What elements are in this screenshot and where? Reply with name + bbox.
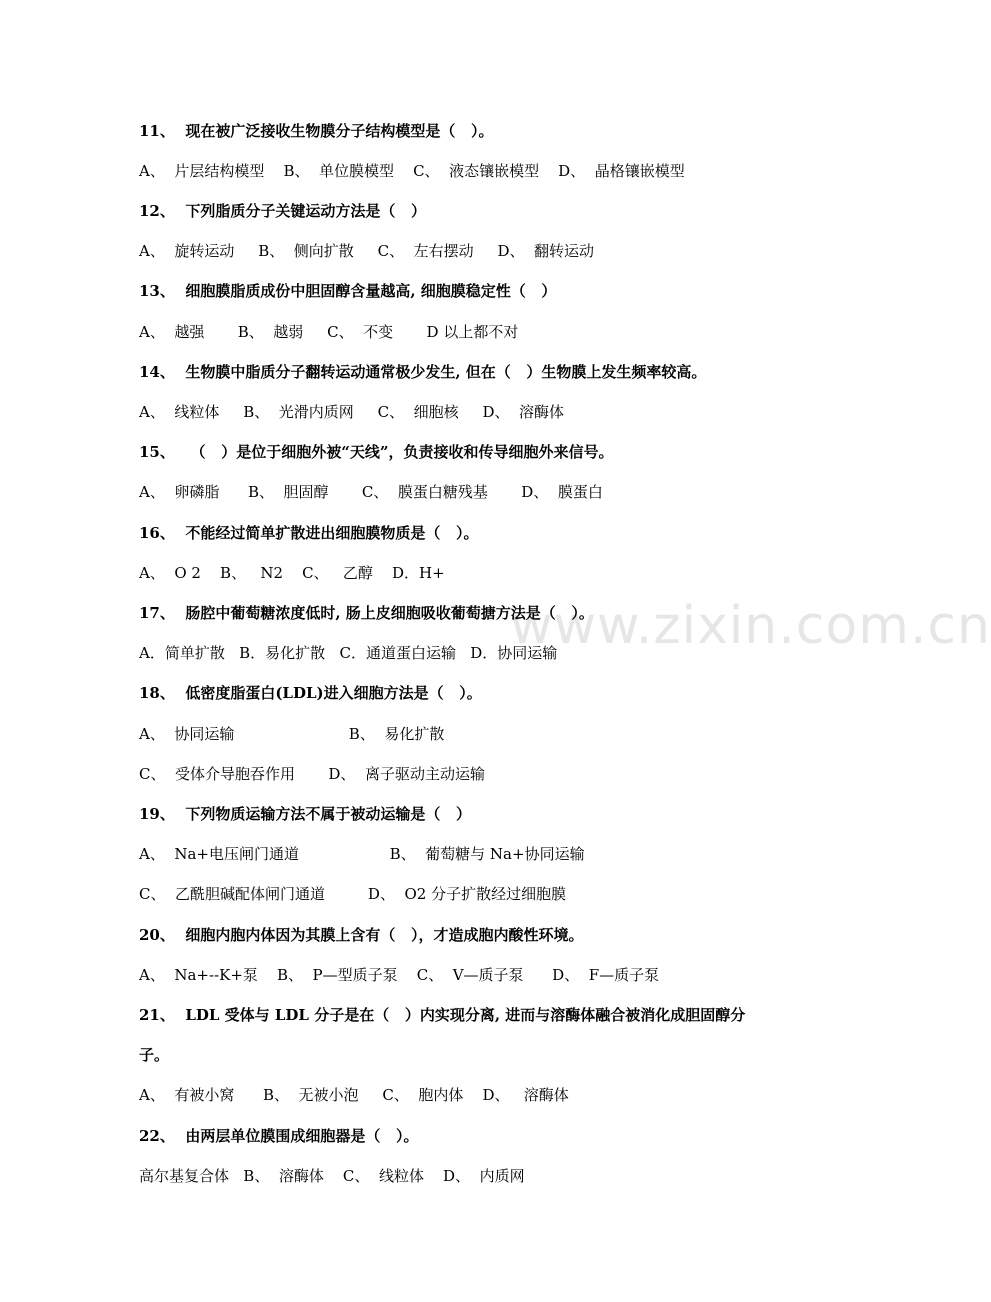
options-22: 高尔基复合体 B、 溶酶体 C、 线粒体 D、 内质网 bbox=[139, 1167, 525, 1185]
question-15: 15、 （ ）是位于细胞外被“天线”，负责接收和传导细胞外来信号。 bbox=[139, 443, 614, 461]
question-22: 22、 由两层单位膜围成细胞器是（ ）。 bbox=[139, 1127, 419, 1145]
options-16: A、 O 2 B、 N2 C、 乙醇 D．H+ bbox=[139, 564, 445, 582]
question-14: 14、 生物膜中脂质分子翻转运动通常极少发生, 但在（ ）生物膜上发生频率较高。 bbox=[139, 363, 707, 381]
question-16: 16、 不能经过简单扩散进出细胞膜物质是（ ）。 bbox=[139, 524, 479, 542]
watermark: www.zixin.com.cn bbox=[510, 596, 991, 656]
options-21: A、 有被小窝 B、 无被小泡 C、 胞内体 D、 溶酶体 bbox=[139, 1086, 569, 1104]
options-19-ab: A、 Na+电压闸门通道 B、 葡萄糖与 Na+协同运输 bbox=[139, 845, 585, 863]
question-18: 18、 低密度脂蛋白(LDL)进入细胞方法是（ ）。 bbox=[139, 684, 482, 702]
question-11: 11、 现在被广泛接收生物膜分子结构模型是（ ）。 bbox=[139, 122, 494, 140]
question-21-cont: 子。 bbox=[139, 1046, 170, 1064]
options-12: A、 旋转运动 B、 侧向扩散 C、 左右摆动 D、 翻转运动 bbox=[139, 242, 595, 260]
options-18-ab: A、 协同运输 B、 易化扩散 bbox=[139, 725, 445, 743]
options-18-cd: C、 受体介导胞吞作用 D、 离子驱动主动运输 bbox=[139, 765, 485, 783]
options-19-cd: C、 乙酰胆碱配体闸门通道 D、 O2 分子扩散经过细胞膜 bbox=[139, 885, 567, 903]
options-14: A、 线粒体 B、 光滑内质网 C、 细胞核 D、 溶酶体 bbox=[139, 403, 565, 421]
question-17: 17、 肠腔中葡萄糖浓度低时, 肠上皮细胞吸收葡萄搪方法是（ ）。 bbox=[139, 604, 594, 622]
question-13: 13、 细胞膜脂质成份中胆固醇含量越高, 细胞膜稳定性（ ） bbox=[139, 282, 557, 300]
question-20: 20、 细胞内胞内体因为其膜上含有（ ），才造成胞内酸性环境。 bbox=[139, 926, 584, 944]
options-17: A．简单扩散 B．易化扩散 C．通道蛋白运输 D．协同运输 bbox=[139, 644, 558, 662]
options-15: A、 卵磷脂 B、 胆固醇 C、 膜蛋白糖残基 D、 膜蛋白 bbox=[139, 483, 603, 501]
options-20: A、 Na+--K+泵 B、 P—型质子泵 C、 V—质子泵 D、 F—质子泵 bbox=[139, 966, 660, 984]
options-11: A、 片层结构模型 B、 单位膜模型 C、 液态镶嵌模型 D、 晶格镶嵌模型 bbox=[139, 162, 685, 180]
question-19: 19、 下列物质运输方法不属于被动运输是（ ） bbox=[139, 805, 471, 823]
question-12: 12、 下列脂质分子关键运动方法是（ ） bbox=[139, 202, 426, 220]
question-21: 21、 LDL 受体与 LDL 分子是在（ ）内实现分离, 进而与溶酶体融合被消化成胆固醇分 bbox=[139, 1006, 746, 1024]
options-13: A、 越强 B、 越弱 C、 不变 D 以上都不对 bbox=[139, 323, 519, 341]
